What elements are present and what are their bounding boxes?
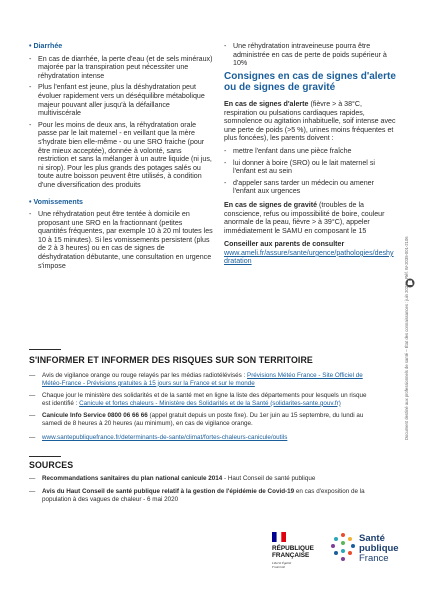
canicule-info-label: Canicule Info Service 0800 06 66 66 — [42, 412, 148, 419]
gravite-text: (troubles de la conscience, refus ou impossibilité de boire, couleur anormale de la peau, fièvre > à 39°C), appeler immédiatement le SAMU en composant le 15 — [224, 200, 385, 235]
sante-publique-france-logo — [330, 530, 400, 576]
spf-line3: France — [359, 553, 389, 564]
rf-line2: FRANÇAISE — [272, 552, 310, 559]
gravite-paragraph — [224, 201, 396, 235]
vomissements-list — [29, 210, 213, 270]
side-note: Document destiné aux professionnels de santé – État des connaissances : juin 2021 – Réf. W-2035-001-2106 — [404, 236, 409, 440]
conseil-label: Conseiller aux parents de consulter — [224, 240, 345, 249]
informer-item: — Canicule Info Service 0800 06 66 66 (appel gratuit depuis un poste fixe). Du 1er juin au 15 septembre, du lundi au samedi de 8 heures à 20 heures (au minimum), en cas de vigilance orange. — [29, 412, 364, 427]
republique-francaise-logo — [264, 532, 324, 580]
source-item: — Avis du Haut Conseil de santé publique relatif à la gestion de l'épidémie de Covid-19 en cas d'exposition de la population à des vagues de chaleur - 6 mai 2020 — [29, 488, 365, 503]
list-item: - Une réhydratation peut être tentée à domicile en proposant une SRO en la fractionnant (petites quantités fréquentes, par exemple 10 à 20 ml toutes les 10 à 15 minutes). Si les vomissements persistent (plus de 2 à 3 heures) ou en cas de signes de déshydratation débutante, une consultation en urgence s'impose — [29, 210, 213, 270]
right-column — [224, 42, 396, 270]
alerte-label: En cas de signes d'alerte — [224, 99, 309, 108]
source-text: - Haut Conseil de santé publique — [222, 475, 316, 482]
rf-line1: RÉPUBLIQUE — [272, 545, 314, 552]
informer-text: (appel gratuit depuis un poste fixe). Du 1er juin au 15 septembre, du lundi au samedi de 8 heures à 20 heures (au minimum), en cas de vigilance orange. — [42, 412, 364, 427]
informer-item: — Chaque jour le ministère des solidarités et de la santé met en ligne la liste des départements pour lesquels un risque est identifié : Canicule et fortes chaleurs - Ministère des Solidarités et de la Santé (solidarites-sante.gouv.fr) — [29, 392, 367, 407]
list-item: - En cas de diarrhée, la perte d'eau (et de sels minéraux) majorée par la transpiration peut nécessiter une réhydratation intense — [29, 55, 213, 81]
ameli-link[interactable]: www.ameli.fr/assure/sante/urgence/pathologies/deshydratation — [224, 248, 394, 266]
list-item: - Plus l'enfant est jeune, plus la déshydratation peut évoluer rapidement vers un déséquilibre métabolique majeur pouvant aller jusqu'à la défaillance multiviscérale — [29, 83, 213, 117]
informer-item: — Avis de vigilance orange ou rouge relayés par les médias radiotélévisés : Prévisions Météo France - Site Officiel de Météo-France - Prévisions gratuites à 15 jours sur la France et sur le monde — [29, 372, 363, 387]
consignes-heading: Consignes en cas de signes d'alerte ou de signes de gravité — [224, 70, 396, 94]
santepubliquefrance-link[interactable]: www.santepubliquefrance.fr/determinants-de-sante/climat/fortes-chaleurs-canicule/outils — [42, 434, 288, 441]
source-text: en cas d'exposition de la population à des vagues de chaleur - 6 mai 2020 — [42, 488, 365, 503]
conseil-paragraph — [224, 240, 396, 266]
gravite-label: En cas de signes de gravité — [224, 200, 318, 209]
left-column — [29, 42, 213, 273]
rf-motto: Liberté Égalité Fraternité — [272, 561, 292, 569]
vomissements-heading: • Vomissements — [29, 197, 83, 206]
sante-publique-dots-icon — [330, 532, 356, 562]
source-bold: Recommandations sanitaires du plan national canicule 2014 — [42, 475, 223, 482]
informer-text: Avis de vigilance orange ou rouge relayés par les médias radiotélévisés : — [42, 372, 247, 379]
list-item: - d'appeler sans tarder un médecin ou amener l'enfant aux urgences — [224, 179, 396, 196]
list-item: - mettre l'enfant dans une pièce fraîche — [224, 147, 396, 156]
spf-line2: publique — [359, 543, 399, 554]
source-item: — Recommandations sanitaires du plan national canicule 2014 - Haut Conseil de santé publique — [29, 475, 316, 482]
divider — [29, 456, 61, 457]
alerte-text: (fièvre > à 38°C, respiration ou pulsations cardiaques rapides, somnolence ou agitation inhabituelle, soif intense avec une perte de poids (>5 %), urines moins fréquentes et plus foncées), les parents doivent : — [224, 99, 396, 143]
marianne-icon — [272, 532, 286, 542]
rehydratation-list — [224, 42, 396, 68]
diarrhee-heading: • Diarrhée — [29, 42, 63, 50]
meteo-france-link[interactable]: Prévisions Météo France - Site Officiel de Météo-France - Prévisions gratuites à 15 jours sur la France et sur le monde — [42, 372, 363, 387]
spf-line1: Santé — [359, 533, 385, 544]
diarrhee-list — [29, 55, 213, 190]
informer-heading: S'INFORMER ET INFORMER DES RISQUES SUR SON TERRITOIRE — [29, 355, 313, 365]
alerte-paragraph — [224, 100, 396, 143]
list-item: - Pour les moins de deux ans, la réhydratation orale passe par le lait maternel - en veillant que la mère s'hydrate bien elle-même - ou une SRO fraiche (pour être mieux acceptée), donnée à volonté, sans restriction et sans la mélanger à un autre liquide (ni jus, ni sirop). Pour les plus grands des potages salés ou toute autre boisson peuvent être utilisés, à condition d'une diversification des produits — [29, 121, 213, 190]
sources-heading: SOURCES — [29, 460, 74, 470]
solidarites-sante-link[interactable]: Canicule et fortes chaleurs - Ministère des Solidarités et de la Santé (solidarites-sante.gouv.fr) — [79, 399, 341, 407]
divider — [29, 349, 61, 350]
source-bold: Avis du Haut Conseil de santé publique relatif à la gestion de l'épidémie de Covid-19 — [42, 488, 295, 495]
informer-text: Chaque jour le ministère des solidarités et de la santé met en ligne la liste des départements pour lesquels un risque est identifié : — [42, 392, 367, 407]
informer-item: — www.santepubliquefrance.fr/determinants-de-sante/climat/fortes-chaleurs-canicule/outils — [29, 434, 288, 441]
list-item: - lui donner à boire (SRO) ou le lait maternel si l'enfant est au sein — [224, 159, 396, 176]
list-item: - Une réhydratation intraveineuse pourra être administrée en cas de perte de poids supérieur à 10% — [224, 42, 396, 68]
alerte-list — [224, 147, 396, 196]
